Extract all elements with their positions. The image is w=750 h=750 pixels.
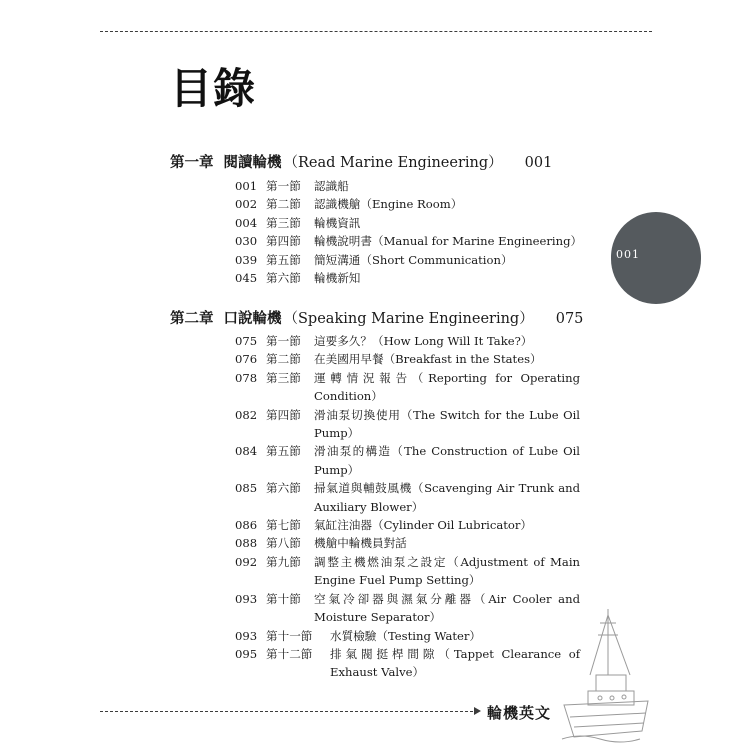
- chapter-label: 第二章: [170, 311, 214, 327]
- entry-title: 機艙中輪機員對話: [314, 536, 407, 551]
- entry-page: 093: [235, 591, 258, 606]
- entry-page: 082: [235, 407, 258, 422]
- chapter-page-number: 001: [524, 155, 553, 171]
- toc-entry[interactable]: [235, 269, 580, 287]
- entry-number: 第十一節: [266, 628, 313, 643]
- entry-page: 039: [235, 252, 258, 267]
- entry-title: 在美國用早餐（Breakfast in the States）: [314, 352, 542, 367]
- entry-number: 第十節: [266, 591, 301, 606]
- toc-entry[interactable]: [235, 553, 580, 590]
- entry-page: 095: [235, 646, 258, 661]
- entry-title: 這要多久？（How Long Will It Take?）: [314, 334, 533, 348]
- toc-entry[interactable]: [235, 645, 580, 682]
- entry-title: 認識船: [314, 179, 349, 193]
- chapter-english-title: （Read Marine Engineering）: [283, 155, 503, 171]
- entry-title: 空氣冷卻器與濕氣分離器（Air Cooler and Moisture Separator）: [314, 591, 580, 625]
- ship-illustration-icon: [560, 605, 652, 745]
- entry-number: 第四節: [266, 407, 301, 422]
- toc-entry[interactable]: [235, 177, 580, 195]
- toc-entry[interactable]: [235, 232, 583, 250]
- entry-title: 運轉情況報告（Reporting for Operating Condition）: [314, 370, 580, 404]
- toc-entry[interactable]: [235, 332, 580, 350]
- chapter-1-section-list: [235, 177, 583, 287]
- entry-title: 輪機資訊: [314, 215, 361, 230]
- chapter-page-number: 075: [555, 311, 584, 327]
- toc-entry[interactable]: [235, 590, 580, 627]
- entry-number: 第三節: [266, 215, 301, 230]
- entry-number: 第二節: [266, 197, 301, 212]
- toc-entry[interactable]: [235, 534, 580, 552]
- entry-number: 第八節: [266, 536, 301, 551]
- entry-number: 第二節: [266, 352, 301, 367]
- entry-title: 輪機新知: [314, 271, 361, 286]
- entry-title: 氣缸注油器（Cylinder Oil Lubricator）: [314, 518, 533, 533]
- entry-page: 084: [235, 444, 258, 459]
- entry-number: 第一節: [266, 179, 301, 193]
- entry-number: 第十二節: [266, 646, 313, 661]
- entry-page: 004: [235, 215, 258, 230]
- entry-number: 第五節: [266, 444, 301, 459]
- toc-entry[interactable]: [235, 627, 580, 645]
- chapter-name: 閱讀輪機: [223, 155, 282, 171]
- chapter-2-heading[interactable]: [170, 309, 583, 329]
- toc-entry[interactable]: [235, 516, 580, 534]
- bottom-dashed-rule: [100, 711, 478, 712]
- top-dashed-rule: [100, 31, 652, 32]
- chapter-label: 第一章: [170, 155, 214, 171]
- entry-page: 076: [235, 352, 258, 367]
- entry-title: 掃氣道與輔鼓風機（Scavenging Air Trunk and Auxiliary Blower）: [314, 481, 580, 514]
- page-title: 目錄: [170, 64, 257, 113]
- arrow-icon: [474, 707, 481, 715]
- toc-entry[interactable]: [235, 406, 580, 443]
- entry-page: 030: [235, 234, 258, 249]
- entry-page: 045: [235, 271, 258, 286]
- entry-number: 第一節: [266, 334, 301, 348]
- entry-page: 078: [235, 370, 258, 385]
- entry-page: 086: [235, 518, 258, 533]
- entry-number: 第四節: [266, 234, 301, 249]
- entry-page: 092: [235, 554, 258, 569]
- toc-entry[interactable]: [235, 251, 580, 269]
- entry-title: 水質檢驗（Testing Water）: [330, 628, 482, 643]
- chapter-english-title: （Speaking Marine Engineering）: [283, 311, 534, 327]
- entry-title: 調整主機燃油泵之設定（Adjustment of Main Engine Fuel Pump Setting）: [314, 554, 580, 588]
- entry-number: 第六節: [266, 481, 301, 496]
- entry-title: 輪機說明書（Manual for Marine Engineering）: [314, 234, 583, 249]
- chapter-2-section-list: [235, 332, 580, 682]
- chapter-name: 口說輪機: [223, 311, 282, 327]
- toc-entry[interactable]: [235, 479, 580, 516]
- entry-page: 002: [235, 197, 258, 212]
- entry-number: 第九節: [266, 554, 301, 569]
- entry-page: 075: [235, 334, 258, 348]
- entry-title: 滑油泵切換使用（The Switch for the Lube Oil Pump）: [314, 407, 580, 441]
- toc-entry[interactable]: [235, 442, 580, 479]
- entry-page: 088: [235, 536, 258, 551]
- entry-page: 001: [235, 179, 258, 193]
- toc-entry[interactable]: [235, 214, 580, 232]
- chapter-1-heading[interactable]: [170, 153, 552, 173]
- entry-page: 093: [235, 628, 258, 643]
- entry-number: 第六節: [266, 271, 301, 286]
- toc-entry[interactable]: [235, 369, 580, 406]
- entry-number: 第七節: [266, 518, 301, 533]
- entry-title: 滑油泵的構造（The Construction of Lube Oil Pump）: [314, 444, 580, 477]
- entry-title: 排氣閥挺桿間隙（Tappet Clearance of Exhaust Valve）: [330, 646, 580, 680]
- entry-number: 第三節: [266, 370, 301, 385]
- chapter-tab-number: 001: [616, 248, 640, 261]
- toc-entry[interactable]: [235, 195, 580, 213]
- entry-page: 085: [235, 481, 258, 496]
- entry-number: 第五節: [266, 252, 301, 267]
- entry-title: 認識機艙（Engine Room）: [314, 197, 463, 212]
- toc-entry[interactable]: [235, 350, 580, 368]
- book-title: 輪機英文: [487, 704, 552, 722]
- entry-title: 簡短溝通（Short Communication）: [314, 252, 513, 267]
